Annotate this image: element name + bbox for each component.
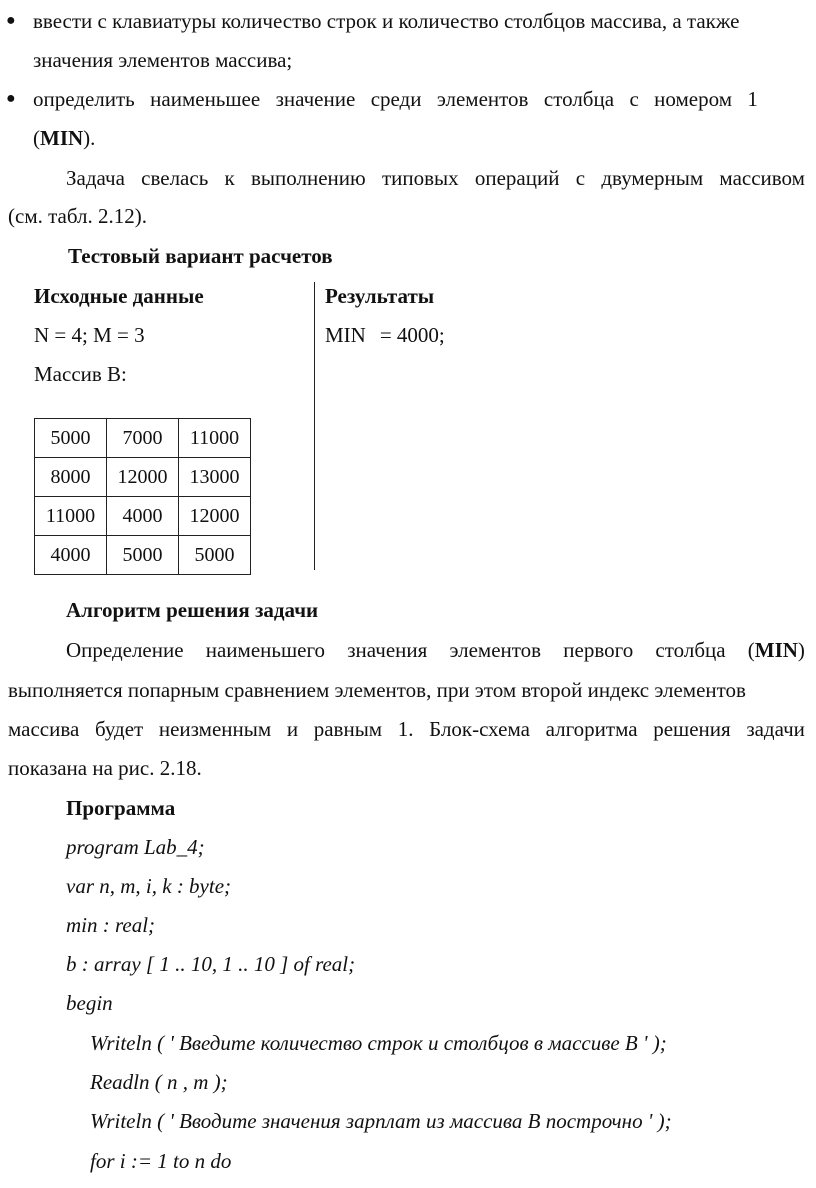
code-line: b : array [ 1 .. 10, 1 .. 10 ] of real; [66,952,356,976]
paren-open: ( [33,126,40,150]
table-cell: 4000 [35,536,107,575]
word: первого [563,638,634,662]
table-cell: 5000 [179,536,251,575]
table-cell: 4000 [107,497,179,536]
table-cell: 12000 [179,497,251,536]
array-table [34,418,251,575]
table-row [35,497,251,536]
word: наименьшего [205,638,326,662]
table-cell: 12000 [107,458,179,497]
source-data-heading: Исходные данные [34,284,204,308]
algorithm-heading: Алгоритм решения задачи [66,598,319,622]
table-cell: 8000 [35,458,107,497]
word: Блок-схема [429,717,530,741]
min-bold: MIN [40,126,84,150]
algorithm-line-3 [8,716,805,742]
word: элементов [436,87,529,111]
task-paragraph-line-1 [66,165,805,191]
bullet-2-line-2 [33,125,95,151]
code-line: program Lab_4; [66,835,205,859]
word: столбца [543,87,615,111]
dimensions-text: N = 4; M = 3 [34,323,145,347]
word: среди [370,87,422,111]
word: выполнению [250,166,366,190]
word: 1. [397,717,414,741]
table-row [35,536,251,575]
word: будет [94,717,144,741]
code-line: min : real; [66,913,156,937]
word: и [286,717,299,741]
array-label: Массив B: [34,362,127,386]
word: с [629,87,639,111]
word: задачи [746,717,805,741]
word: Определение [66,638,184,662]
min-label: MIN [325,323,366,347]
min-result [325,322,445,348]
word: столбца [655,638,726,662]
bullet-1-line-2: значения элементов массива; [33,48,293,72]
algorithm-line-4: показана на рис. 2.18. [8,756,202,780]
min-paren-group: (MIN) [747,638,805,662]
word: 1 [747,87,758,111]
word: Задача [66,166,125,190]
code-line: Writeln ( ' Вводите значения зарплат из массива B построчно ' ); [90,1109,672,1133]
code-line: Writeln ( ' Введите количество строк и столбцов в массиве B ' ); [90,1031,667,1055]
table-cell: 11000 [179,419,251,458]
table-row [35,419,251,458]
word: операций [474,166,560,190]
algorithm-line-2: выполняется попарным сравнением элементов, при этом второй индекс элементов [8,678,746,702]
min-value: = 4000; [379,323,445,347]
paren-close: ). [83,126,96,150]
word: значение [275,87,356,111]
test-heading: Тестовый вариант расчетов [68,244,333,268]
word: массивом [719,166,805,190]
table-cell: 13000 [179,458,251,497]
code-line: begin [66,991,113,1015]
task-paragraph-line-2: (см. табл. 2.12). [8,204,147,228]
table-cell: 11000 [35,497,107,536]
word: типовых [381,166,459,190]
bullet-2-line-1 [33,86,758,112]
bullet-1-line-1: ввести с клавиатуры количество строк и количество столбцов массива, а также [33,9,740,33]
results-heading: Результаты [325,284,435,308]
program-heading: Программа [66,796,176,820]
word: массива [8,717,80,741]
word: наименьшее [150,87,261,111]
word: равным [313,717,383,741]
code-line: var n, m, i, k : byte; [66,874,232,898]
code-line: for i := 1 to n do [90,1149,232,1173]
bullet-marker: ● [6,90,16,107]
table-cell: 7000 [107,419,179,458]
table-cell: 5000 [35,419,107,458]
algorithm-line-1 [66,637,805,663]
table-cell: 5000 [107,536,179,575]
word: с [575,166,586,190]
word: неизменным [158,717,272,741]
word: к [224,166,235,190]
word: двумерным [601,166,704,190]
bullet-marker: ● [6,12,16,29]
word: алгоритма [545,717,638,741]
table-row [35,458,251,497]
column-divider [314,282,315,570]
word: значения [347,638,428,662]
code-line: Readln ( n , m ); [90,1070,228,1094]
word: решения [653,717,731,741]
word: номером [654,87,732,111]
word: определить [33,87,135,111]
word: свелась [141,166,209,190]
word: элементов [449,638,542,662]
